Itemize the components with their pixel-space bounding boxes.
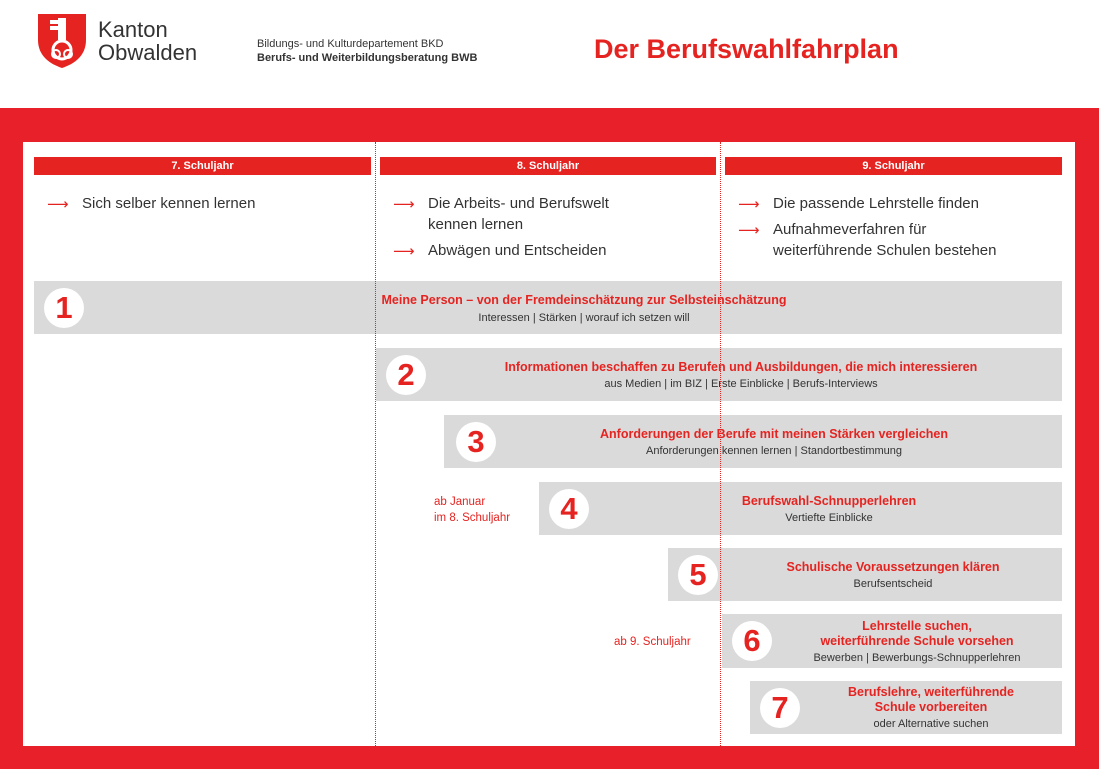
step-title-4: Berufswahl-Schnupperlehren xyxy=(741,494,917,508)
year-header-8: 8. Schuljahr xyxy=(380,157,716,175)
step-subtitle-7: oder Alternative suchen xyxy=(873,718,989,730)
step-subtitle-5: Berufsentscheid xyxy=(853,578,933,590)
goal-text: Aufnahmeverfahren für xyxy=(773,221,927,238)
arrow-right-icon: ⟶ xyxy=(738,222,760,239)
step-subtitle-3: Anforderungen kennen lernen | Standortbestimmung xyxy=(645,445,903,457)
arrow-right-icon: ⟶ xyxy=(393,196,415,213)
step-title-6-line2: weiterführende Schule vorsehen xyxy=(820,634,1014,648)
step-number-4: 4 xyxy=(549,489,589,529)
step-box-1 xyxy=(34,281,1062,334)
goal-text: Die passende Lehrstelle finden xyxy=(773,195,979,212)
step-box-3 xyxy=(444,415,1062,468)
page-title: Der Berufswahlfahrplan xyxy=(594,34,899,64)
step4-timing-line2: im 8. Schuljahr xyxy=(434,512,511,524)
step-number-5: 5 xyxy=(678,555,718,595)
step6-timing-note: ab 9. Schuljahr xyxy=(614,636,691,648)
canton-name-line2: Obwalden xyxy=(98,40,198,65)
step-box-7 xyxy=(750,681,1062,734)
step4-timing-note xyxy=(434,494,534,526)
step-number-3: 3 xyxy=(456,422,496,462)
goal-text-continued: weiterführende Schulen bestehen xyxy=(773,242,997,259)
step-title-7-line2: Schule vorbereiten xyxy=(874,700,988,714)
year-header-7: 7. Schuljahr xyxy=(34,157,371,175)
year-header-9: 9. Schuljahr xyxy=(725,157,1062,175)
step-box-6 xyxy=(722,614,1062,668)
step-box-5 xyxy=(668,548,1062,601)
step-title-1: Meine Person – von der Fremdeinschätzung zur Selbsteinschätzung xyxy=(381,293,787,307)
step-box-4 xyxy=(539,482,1062,535)
step-subtitle-6: Bewerben | Bewerbungs-Schnupperlehren xyxy=(813,652,1021,664)
goal-item xyxy=(47,193,367,215)
arrow-right-icon: ⟶ xyxy=(47,196,69,213)
step-title-2: Informationen beschaffen zu Berufen und Ausbildungen, die mich interessieren xyxy=(504,360,978,374)
step-box-2 xyxy=(376,348,1062,401)
goal-item xyxy=(393,193,713,237)
step-title-5: Schulische Voraussetzungen klären xyxy=(786,560,1000,574)
step-title-6-line1: Lehrstelle suchen, xyxy=(862,619,972,633)
step-number-2: 2 xyxy=(386,355,426,395)
goal-text-continued: kennen lernen xyxy=(428,216,524,233)
step-title-3: Anforderungen der Berufe mit meinen Stärken vergleichen xyxy=(600,427,948,441)
canton-coat-of-arms-logo xyxy=(36,12,88,70)
step-title-7-line1: Berufslehre, weiterführende xyxy=(847,685,1014,699)
goal-item xyxy=(738,219,1058,263)
goal-item xyxy=(738,193,1058,215)
canton-name-line1: Kanton xyxy=(98,17,168,42)
step-subtitle-4: Vertiefte Einblicke xyxy=(785,512,873,524)
goal-item xyxy=(393,240,713,262)
office-name: Berufs- und Weiterbildungsberatung BWB xyxy=(257,52,478,64)
year-divider-8-9 xyxy=(720,142,721,746)
step-number-7: 7 xyxy=(760,688,800,728)
goal-text: Die Arbeits- und Berufswelt xyxy=(428,195,609,212)
step-number-1: 1 xyxy=(44,288,84,328)
year-divider-7-8 xyxy=(375,142,376,746)
step-subtitle-1: Interessen | Stärken | worauf ich setzen will xyxy=(478,312,690,324)
step4-timing-line1: ab Januar xyxy=(434,496,486,508)
department-name: Bildungs- und Kulturdepartement BKD xyxy=(257,38,444,50)
arrow-right-icon: ⟶ xyxy=(393,243,415,260)
step-subtitle-2: aus Medien | im BIZ | Erste Einblicke | Berufs-Interviews xyxy=(604,378,878,390)
arrow-right-icon: ⟶ xyxy=(738,196,760,213)
goal-text: Abwägen und Entscheiden xyxy=(428,242,607,259)
department-info xyxy=(257,37,477,65)
goal-text: Sich selber kennen lernen xyxy=(82,195,256,212)
step-number-6: 6 xyxy=(732,621,772,661)
canton-name xyxy=(98,18,197,64)
